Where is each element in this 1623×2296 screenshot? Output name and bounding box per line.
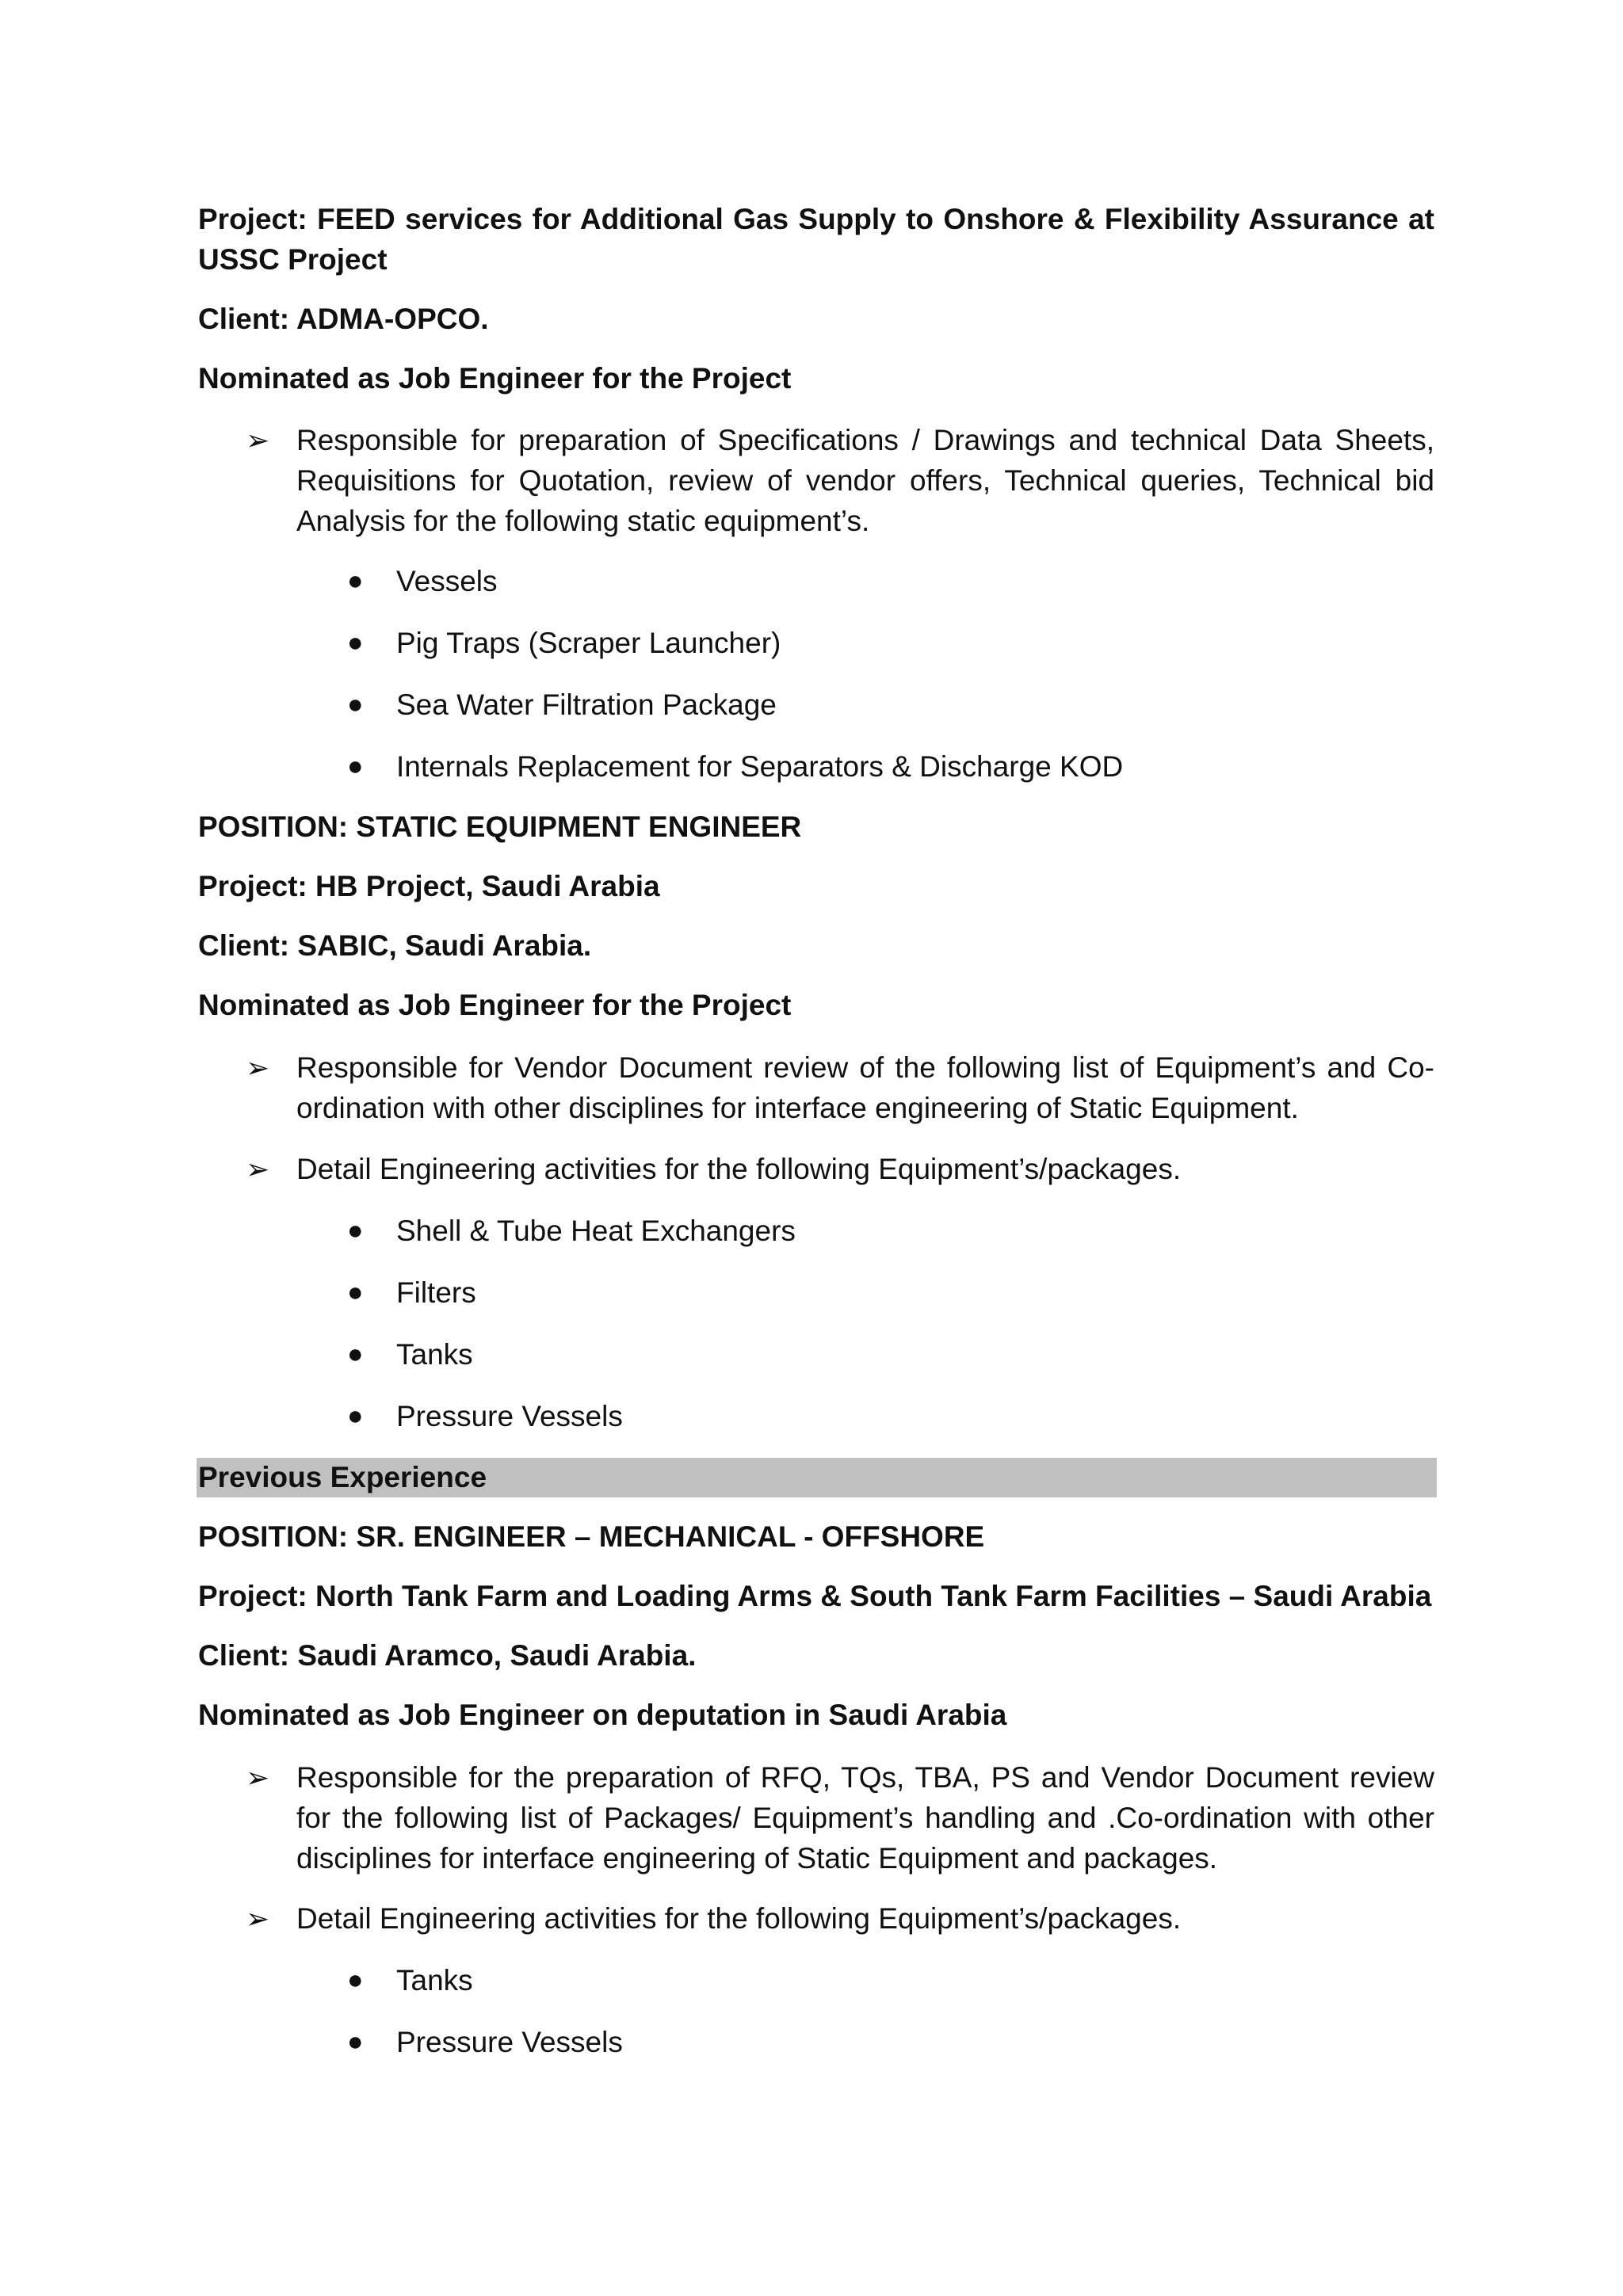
list-item-text: Tanks	[396, 1338, 473, 1371]
responsibility-item	[246, 1149, 1434, 1189]
responsibility-text: Responsible for Vendor Document review of the following list of Equipment’s and Co-ordination with other disciplines for interface engineering of Static Equipment.	[296, 1051, 1434, 1124]
nominated-3: Nominated as Job Engineer on deputation in Saudi Arabia	[198, 1699, 1007, 1731]
arrow-bullet-icon: ➢	[246, 1761, 270, 1794]
responsibility-text: Responsible for preparation of Specifications / Drawings and technical Data Sheets, Requisitions for Quotation, review of vendor offers, Technical queries, Technical bid Analysis for the following static equipment’s.	[296, 424, 1434, 537]
dot-bullet-icon: ●	[347, 1965, 364, 1995]
client-1: Client: ADMA-OPCO.	[198, 303, 489, 335]
dot-bullet-icon: ●	[347, 566, 364, 596]
list-item-text: Internals Replacement for Separators & Discharge KOD	[396, 750, 1124, 783]
list-item-text: Pig Traps (Scraper Launcher)	[396, 627, 781, 659]
dot-bullet-icon: ●	[347, 1215, 364, 1245]
dot-bullet-icon: ●	[347, 689, 364, 719]
list-item-text: Tanks	[396, 1964, 473, 1997]
nominated-2: Nominated as Job Engineer for the Project	[198, 989, 792, 1021]
arrow-bullet-icon: ➢	[246, 1051, 270, 1084]
client-2: Client: SABIC, Saudi Arabia.	[198, 929, 592, 962]
responsibility-text: Responsible for the preparation of RFQ, TQs, TBA, PS and Vendor Document review for the following list of Packages/ Equipment’s handling and .Co-ordination with other disciplines for interface engineering of Static Equipment and packages.	[296, 1761, 1434, 1875]
responsibility-item	[246, 1047, 1434, 1128]
responsibility-item	[246, 420, 1434, 541]
dot-bullet-icon: ●	[347, 1277, 364, 1307]
list-item	[341, 1960, 1292, 2000]
project-title-3: Project: North Tank Farm and Loading Arms & South Tank Farm Facilities – Saudi Arabia	[198, 1580, 1432, 1612]
list-item-text: Shell & Tube Heat Exchangers	[396, 1215, 796, 1247]
list-item-text: Pressure Vessels	[396, 1400, 623, 1432]
list-item	[341, 2022, 1292, 2062]
list-item	[341, 1272, 1292, 1313]
responsibility-item	[246, 1898, 1434, 1939]
previous-experience-heading: Previous Experience	[198, 1461, 487, 1493]
list-item-text: Sea Water Filtration Package	[396, 688, 777, 721]
arrow-bullet-icon: ➢	[246, 424, 270, 456]
list-item	[341, 1334, 1292, 1375]
dot-bullet-icon: ●	[347, 751, 364, 781]
dot-bullet-icon: ●	[347, 1339, 364, 1369]
list-item	[341, 1211, 1292, 1251]
list-item-text: Pressure Vessels	[396, 2026, 623, 2058]
responsibility-item	[246, 1757, 1434, 1878]
list-item-text: Filters	[396, 1276, 476, 1309]
list-item-text: Vessels	[396, 565, 498, 597]
arrow-bullet-icon: ➢	[246, 1153, 270, 1185]
project-title-1: Project: FEED services for Additional Gas Supply to Onshore & Flexibility Assurance at USSC Project	[198, 203, 1434, 276]
dot-bullet-icon: ●	[347, 627, 364, 658]
list-item	[341, 685, 1292, 725]
responsibility-text: Detail Engineering activities for the following Equipment’s/packages.	[296, 1153, 1182, 1185]
position-2: POSITION: STATIC EQUIPMENT ENGINEER	[198, 810, 802, 843]
dot-bullet-icon: ●	[347, 1401, 364, 1431]
position-3: POSITION: SR. ENGINEER – MECHANICAL - OFFSHORE	[198, 1520, 985, 1553]
arrow-bullet-icon: ➢	[246, 1902, 270, 1935]
responsibility-text: Detail Engineering activities for the following Equipment’s/packages.	[296, 1902, 1182, 1935]
client-3: Client: Saudi Aramco, Saudi Arabia.	[198, 1639, 697, 1672]
list-item	[341, 561, 1292, 601]
list-item	[341, 1396, 1292, 1436]
list-item	[341, 623, 1292, 663]
dot-bullet-icon: ●	[347, 2027, 364, 2057]
project-title-2: Project: HB Project, Saudi Arabia	[198, 870, 660, 902]
nominated-1: Nominated as Job Engineer for the Project	[198, 362, 792, 395]
list-item	[341, 746, 1292, 787]
